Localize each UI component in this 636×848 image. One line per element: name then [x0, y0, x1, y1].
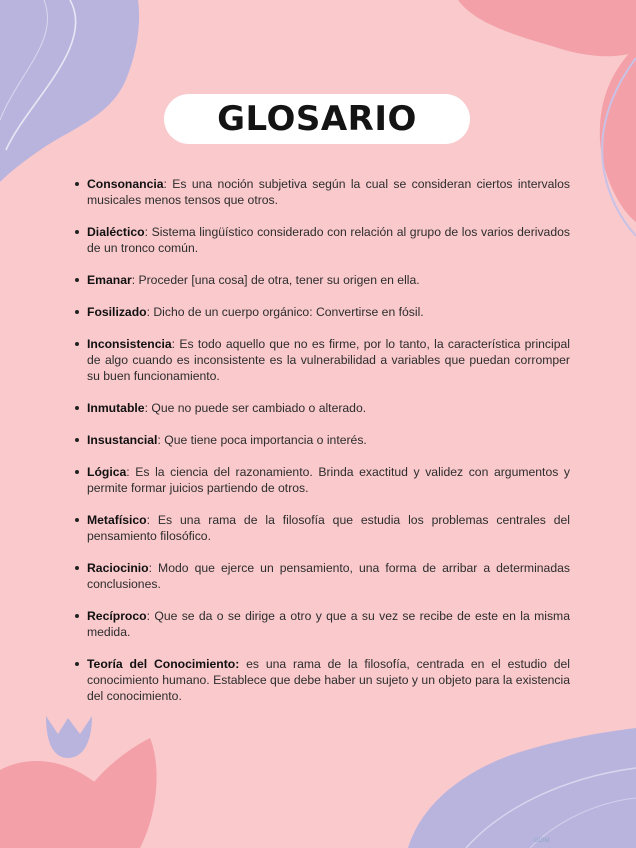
glossary-entry [70, 176, 570, 208]
glossary-term: Insustancial [87, 433, 158, 447]
coral-ribbon-right [600, 46, 636, 222]
glossary-definition: Es la ciencia del razonamiento. Brinda exactitud y validez con argumentos y permite formar juicios partiendo de otros. [87, 465, 570, 495]
term-separator: : [144, 401, 148, 415]
glossary-term: Emanar [87, 273, 132, 287]
term-separator: : [163, 177, 167, 191]
glossary-term: Inmutable [87, 401, 145, 415]
title-banner [164, 94, 470, 144]
term-separator: : [146, 609, 150, 623]
glossary-definition: Sistema lingüístico considerado con relación al grupo de los varios derivados de un tronco común. [87, 225, 570, 255]
glossary-entry [70, 336, 570, 384]
term-separator: : [146, 305, 150, 319]
page-title: GLOSARIO [217, 99, 417, 139]
term-separator: : [157, 433, 161, 447]
glossary-entry [70, 272, 570, 288]
glossary-definition: Proceder [una cosa] de otra, tener su origen en ella. [135, 273, 420, 287]
glossary-definition: Es todo aquello que no es firme, por lo tanto, la característica principal de algo cuando es inconsistente es la vulnerabilidad a variables que puedan corromper su buen funcionamiento. [87, 337, 570, 383]
glossary-term: Recíproco [87, 609, 147, 623]
glossary-term: Metafísico [87, 513, 147, 527]
term-separator: : [146, 513, 150, 527]
glossary-entry [70, 512, 570, 544]
glossary-definition: Que tiene poca importancia o interés. [160, 433, 367, 447]
glossary-definition: Que se da o se dirige a otro y que a su vez se recibe de este en la misma medida. [87, 609, 570, 639]
glossary-definition: Que no puede ser cambiado o alterado. [147, 401, 367, 415]
glossary-term: Raciocinio [87, 561, 149, 575]
glossary-term: Lógica [87, 465, 127, 479]
glossary-entry [70, 560, 570, 592]
term-separator: : [148, 561, 153, 575]
glossary-entry [70, 464, 570, 496]
footer-mark: GDIM [534, 838, 550, 844]
glossary-definition: Dicho de un cuerpo orgánico: Convertirse en fósil. [149, 305, 424, 319]
glossary-term: Teoría del Conocimiento: [87, 657, 240, 671]
glossary-entry [70, 304, 570, 320]
glossary-list [70, 176, 570, 720]
glossary-term: Dialéctico [87, 225, 145, 239]
lavender-blob-bottom-right [408, 728, 636, 848]
term-separator: : [131, 273, 136, 287]
glossary-entry [70, 432, 570, 448]
glossary-definition: es una rama de la filosofía, centrada en el estudio del conocimiento humano. Establece que debe haber un sujeto y un objeto para la existencia del conocimiento. [87, 657, 571, 703]
term-separator: : [171, 337, 176, 351]
glossary-definition: Modo que ejerce un pensamiento, una forma de arribar a determinadas conclusiones. [87, 561, 570, 591]
glossary-term: Fosilizado [87, 305, 147, 319]
glossary-term: Inconsistencia [87, 337, 172, 351]
term-separator: : [144, 225, 148, 239]
term-separator: : [126, 465, 130, 479]
glossary-entry [70, 400, 570, 416]
lavender-tulip [46, 716, 92, 758]
glossary-definition: Es una rama de la filosofía que estudia los problemas centrales del pensamiento filosófico. [87, 513, 570, 543]
lavender-blob-top-left [0, 0, 139, 182]
glossary-entry [70, 656, 570, 704]
glossary-entry [70, 608, 570, 640]
glossary-entry [70, 224, 570, 256]
glossary-term: Consonancia [87, 177, 164, 191]
glossary-definition: Es una noción subjetiva según la cual se consideran ciertos intervalos musicales menos tensos que otros. [87, 177, 570, 207]
coral-blob-top-right [458, 0, 636, 56]
